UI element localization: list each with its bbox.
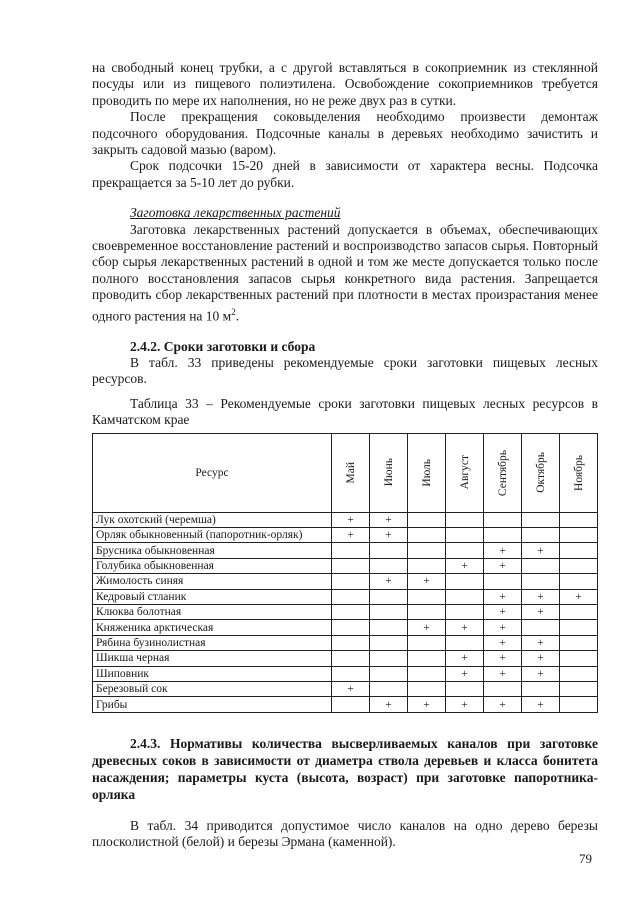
month-cell: +	[446, 697, 484, 712]
month-cell	[332, 635, 370, 650]
table-row	[93, 635, 598, 650]
month-cell: +	[522, 666, 560, 681]
paragraph-top-3: Срок подсочки 15-20 дней в зависимости от характера весны. Подсочка прекращается за 5-10 лет до рубки.	[92, 158, 598, 190]
month-cell	[332, 604, 370, 619]
month-cell: +	[522, 635, 560, 650]
header-month	[560, 433, 598, 512]
month-cell	[446, 528, 484, 543]
month-cell	[484, 574, 522, 589]
month-cell	[332, 543, 370, 558]
month-cell: +	[484, 543, 522, 558]
month-cell	[446, 512, 484, 527]
month-cell: +	[484, 558, 522, 573]
medicinal-text: Заготовка лекарственных растений допускается в объемах, обеспечивающих своевременное восстановление растений и воспроизводство запасов сырья. Повторный сбор сырья лекарственных растений в одной и том же месте допускается только после полного восстановления запасов сырья конкретного вида растения. Запрещается проводить сбор лекарственных растений при плотности в местах произрастания менее одного растения на 10 м	[92, 221, 598, 324]
month-cell: +	[484, 666, 522, 681]
month-cell: +	[522, 543, 560, 558]
month-label: Август	[458, 455, 471, 490]
month-cell	[332, 697, 370, 712]
paragraph-top-2: После прекращения соковыделения необходимо произвести демонтаж подсочного оборудования. Подсочные каналы в деревьях необходимо зачистить и закрыть садовой мазью (варом).	[92, 109, 598, 158]
month-cell	[560, 697, 598, 712]
month-cell: +	[370, 512, 408, 527]
month-cell	[332, 589, 370, 604]
month-label: Июль	[420, 458, 433, 487]
medicinal-superscript: 2	[231, 306, 236, 317]
month-cell	[332, 620, 370, 635]
month-cell: +	[370, 528, 408, 543]
month-cell: +	[332, 681, 370, 696]
month-cell	[408, 543, 446, 558]
table-row	[93, 604, 598, 619]
month-label: Сентябрь	[496, 449, 509, 496]
month-cell	[332, 558, 370, 573]
resource-name-cell: Шикша черная	[93, 651, 332, 666]
month-cell	[370, 604, 408, 619]
table-row	[93, 528, 598, 543]
medicinal-heading: Заготовка лекарственных растений	[130, 205, 341, 221]
month-cell: +	[522, 651, 560, 666]
resource-name-cell: Орляк обыкновенный (папоротник-орляк)	[93, 528, 332, 543]
month-cell	[408, 528, 446, 543]
month-cell: +	[484, 651, 522, 666]
table-row	[93, 558, 598, 573]
month-cell	[446, 574, 484, 589]
page-number: 79	[579, 851, 592, 866]
month-cell	[408, 681, 446, 696]
month-cell	[408, 666, 446, 681]
month-cell	[522, 528, 560, 543]
month-cell	[484, 512, 522, 527]
month-cell	[370, 666, 408, 681]
month-cell	[446, 543, 484, 558]
table-row	[93, 697, 598, 712]
month-cell	[484, 681, 522, 696]
month-cell	[484, 528, 522, 543]
month-cell	[408, 604, 446, 619]
month-label: Май	[344, 461, 357, 484]
month-cell	[446, 604, 484, 619]
header-month	[522, 433, 560, 512]
month-cell	[560, 620, 598, 635]
resource-name-cell: Березовый сок	[93, 681, 332, 696]
month-cell: +	[408, 697, 446, 712]
month-cell	[370, 651, 408, 666]
header-month	[446, 433, 484, 512]
month-cell: +	[522, 604, 560, 619]
month-cell: +	[446, 666, 484, 681]
month-cell	[522, 512, 560, 527]
section-242-title: 2.4.2. Сроки заготовки и сбора	[130, 338, 316, 354]
table-row	[93, 651, 598, 666]
table-body	[93, 512, 598, 712]
table-row	[93, 589, 598, 604]
month-cell	[560, 543, 598, 558]
resource-name-cell: Рябина бузинолистная	[93, 635, 332, 650]
resource-name-cell: Грибы	[93, 697, 332, 712]
header-month	[484, 433, 522, 512]
month-cell	[408, 558, 446, 573]
resource-name-cell: Брусника обыкновенная	[93, 543, 332, 558]
document-page	[92, 60, 598, 851]
resource-name-cell: Голубика обыкновенная	[93, 558, 332, 573]
month-cell	[522, 558, 560, 573]
month-cell	[446, 635, 484, 650]
month-label: Июнь	[382, 458, 395, 487]
month-cell	[370, 589, 408, 604]
month-cell	[408, 589, 446, 604]
month-cell: +	[484, 620, 522, 635]
month-cell: +	[446, 620, 484, 635]
table-row	[93, 681, 598, 696]
month-cell	[522, 574, 560, 589]
month-cell	[332, 666, 370, 681]
month-cell: +	[522, 589, 560, 604]
month-label: Ноябрь	[572, 454, 585, 491]
month-cell: +	[370, 697, 408, 712]
month-cell	[560, 651, 598, 666]
month-cell: +	[446, 651, 484, 666]
month-cell: +	[408, 574, 446, 589]
month-cell	[332, 651, 370, 666]
month-cell	[370, 620, 408, 635]
medicinal-text-end: .	[235, 308, 240, 324]
section-243-text: В табл. 34 приводится допустимое число каналов на одно дерево березы плосколистной (белой) и березы Эрмана (каменной).	[92, 817, 598, 850]
month-cell	[446, 681, 484, 696]
resource-name-cell: Княженика арктическая	[93, 620, 332, 635]
month-cell	[370, 681, 408, 696]
month-label: Октябрь	[534, 452, 547, 493]
month-cell: +	[484, 589, 522, 604]
table-row	[93, 574, 598, 589]
month-cell	[560, 512, 598, 527]
month-cell	[522, 620, 560, 635]
table-row	[93, 512, 598, 527]
month-cell	[370, 558, 408, 573]
month-cell: +	[370, 574, 408, 589]
month-cell	[560, 558, 598, 573]
section-243-title: 2.4.3. Нормативы количества высверливаемых каналов при заготовке древесных соков в зависимости от диаметра ствола деревьев и класса бонитета насаждения; параметры куста (высота, возраст) при заготовке папоротника-орляка	[92, 735, 598, 802]
header-month	[370, 433, 408, 512]
month-cell: +	[522, 697, 560, 712]
section-242-text: В табл. 33 приведены рекомендуемые сроки заготовки пищевых лесных ресурсов.	[92, 355, 598, 387]
month-cell: +	[484, 604, 522, 619]
month-cell	[408, 635, 446, 650]
resource-name-cell: Шиповник	[93, 666, 332, 681]
month-cell	[446, 589, 484, 604]
header-resource: Ресурс	[93, 433, 332, 512]
month-cell	[370, 635, 408, 650]
month-cell: +	[484, 635, 522, 650]
month-cell: +	[484, 697, 522, 712]
month-cell	[522, 681, 560, 696]
month-cell	[560, 604, 598, 619]
month-cell	[560, 528, 598, 543]
month-cell	[408, 512, 446, 527]
month-cell: +	[408, 620, 446, 635]
month-cell: +	[332, 512, 370, 527]
table-header-row	[93, 433, 598, 512]
month-cell	[408, 651, 446, 666]
resource-name-cell: Клюква болотная	[93, 604, 332, 619]
paragraph-top-1: на свободный конец трубки, а с другой вставляться в сокоприемник из стеклянной посуды или из пищевого полиэтилена. Освобождение сокоприемников требуется проводить по мере их наполнения, но не реже двух раз в сутки.	[92, 60, 598, 108]
header-month	[408, 433, 446, 512]
table-row	[93, 620, 598, 635]
harvest-table	[92, 433, 598, 713]
table-row	[93, 666, 598, 681]
month-cell: +	[332, 528, 370, 543]
resource-name-cell: Лук охотский (черемша)	[93, 512, 332, 527]
month-cell: +	[446, 558, 484, 573]
resource-name-cell: Жимолость синяя	[93, 574, 332, 589]
month-cell	[560, 681, 598, 696]
table-caption: Таблица 33 – Рекомендуемые сроки заготовки пищевых лесных ресурсов в Камчатском крае	[92, 395, 598, 428]
month-cell	[560, 635, 598, 650]
month-cell: +	[560, 589, 598, 604]
header-month	[332, 433, 370, 512]
resource-name-cell: Кедровый стланик	[93, 589, 332, 604]
month-cell	[560, 666, 598, 681]
month-cell	[370, 543, 408, 558]
month-cell	[332, 574, 370, 589]
medicinal-paragraph	[92, 222, 598, 325]
month-cell	[560, 574, 598, 589]
table-row	[93, 543, 598, 558]
